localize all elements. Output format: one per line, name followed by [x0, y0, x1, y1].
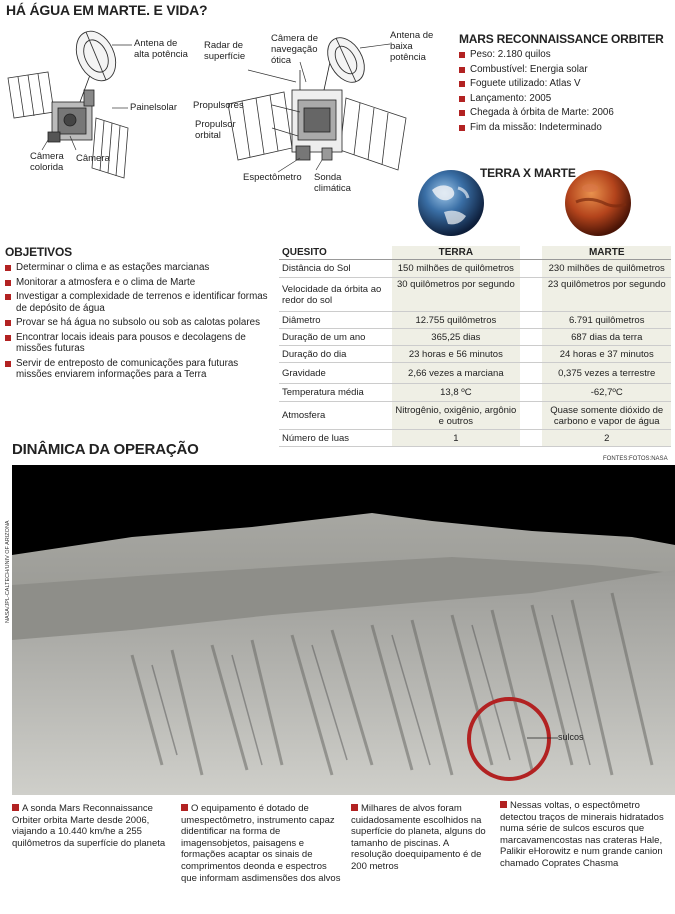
table-row: Número de luas 1 2 — [279, 430, 671, 447]
label-camera-navegacao: Câmera de navegação ótica — [271, 33, 318, 66]
objetivo-item: Encontrar locais ideais para pousos e decolagens de missões futuras — [5, 332, 273, 355]
dish-left — [69, 25, 124, 87]
caption-4: Nessas voltas, o espectômetro detectou traços de minerais hidratados numa série de sulcos escuros que marcavamencostas nas crateras Hale, Palikir eHorowitz e num grande canion chamado Coprates Chasma — [500, 800, 664, 869]
caption-2: O equipamento é dotado de umespectômetro, instrumento capaz didentificar na forma de imagensobjetos, paisagens e formações acaptar os sinais de comprimentos deonda e espectros que informam asdimensões dos alvos — [181, 803, 341, 884]
mro-item: Peso: 2.180 quilos — [459, 49, 671, 61]
mro-item: Combustível: Energia solar — [459, 64, 671, 76]
label-propulsor-orbital: Propulsor orbital — [195, 119, 236, 141]
label-espectometro: Espectômetro — [243, 172, 302, 183]
table-header: QUESITO — [279, 246, 392, 260]
comparison-table — [279, 246, 671, 447]
objetivo-item: Investigar a complexidade de terrenos e identificar formas de depósito de água — [5, 291, 273, 314]
label-antena-baixa: Antena de baixa potência — [390, 30, 434, 63]
table-row: Duração do dia 23 horas e 56 minutos 24 horas e 37 minutos — [279, 346, 671, 363]
mars-image — [560, 168, 640, 238]
table-row: Diâmetro 12.755 quilômetros 6.791 quilômetros — [279, 312, 671, 329]
label-camera-colorida: Câmera colorida — [30, 151, 64, 173]
objetivo-item: Determinar o clima e as estações marcianas — [5, 262, 273, 274]
objetivo-item: Servir de entreposto de comunicações para futuras missões enviarem informações para a Terra — [5, 358, 273, 381]
objetivo-item: Provar se há água no subsolo ou sob as calotas polares — [5, 317, 273, 329]
mro-item: Lançamento: 2005 — [459, 93, 671, 105]
headline: HÁ ÁGUA EM MARTE. E VIDA? — [6, 2, 208, 18]
objetivos-title: OBJETIVOS — [5, 245, 72, 259]
label-propulsores: Propulsores — [193, 100, 244, 111]
mro-box — [459, 32, 671, 133]
photo-credit: NASA/JPL-CALTECH/UNIV OF ARIZONA — [5, 520, 11, 623]
label-sonda-climatica: Sonda climática — [314, 172, 351, 194]
mro-title: MARS RECONNAISSANCE ORBITER — [459, 32, 664, 46]
table-row: Duração de um ano 365,25 dias 687 dias da terra — [279, 329, 671, 346]
dish-right — [320, 31, 372, 89]
probe-left-body — [48, 75, 94, 142]
table-header: TERRA — [392, 246, 521, 260]
caption-1: A sonda Mars Reconnaissance Orbiter orbita Marte desde 2006, viajando a 10.440 km/he a 255 quilômetros da superfície do planeta — [12, 803, 166, 849]
table-row: Gravidade 2,66 vezes a marciana 0,375 vezes a terrestre — [279, 363, 671, 384]
caption-3: Milhares de alvos foram cuidadosamente escolhidos na superfície do planeta, alguns do tamanho de piscinas. A resolução doequipamento é de 200 metros — [351, 803, 486, 872]
mro-item: Fim da missão: Indeterminado — [459, 122, 671, 134]
table-row: Temperatura média 13,8 ºC -62,7ºC — [279, 384, 671, 402]
mars-surface-photo — [12, 465, 675, 795]
label-radar: Radar de superfície — [204, 40, 246, 62]
label-painel-solar: Painelsolar — [130, 102, 177, 113]
objetivo-item: Monitorar a atmosfera e o clima de Marte — [5, 277, 273, 289]
table-source: FONTES:FOTOS:NASA — [603, 456, 668, 462]
probe-right-body — [292, 62, 342, 160]
mro-item: Foguete utilizado: Atlas V — [459, 78, 671, 90]
label-antena-alta: Antena de alta potência — [134, 38, 188, 60]
mro-item: Chegada à órbita de Marte: 2006 — [459, 107, 671, 119]
objetivos-box — [5, 245, 273, 381]
earth-image — [414, 168, 494, 238]
table-row: Distância do Sol 150 milhões de quilômetros 230 milhões de quilômetros — [279, 260, 671, 278]
label-camera: Câmera — [76, 153, 110, 164]
table-row: Atmosfera Nitrogênio, oxigênio, argônio e outros Quase somente dióxido de carbono e vapor de água — [279, 402, 671, 430]
table-header: MARTE — [542, 246, 671, 260]
dinamica-title: DINÂMICA DA OPERAÇÃO — [12, 441, 199, 458]
sulcos-label: sulcos — [558, 732, 584, 742]
planets-title: TERRA X MARTE — [480, 166, 576, 180]
table-row: Velocidade da órbita ao redor do sol 30 quilômetros por segundo 23 quilômetros por segundo — [279, 278, 671, 312]
